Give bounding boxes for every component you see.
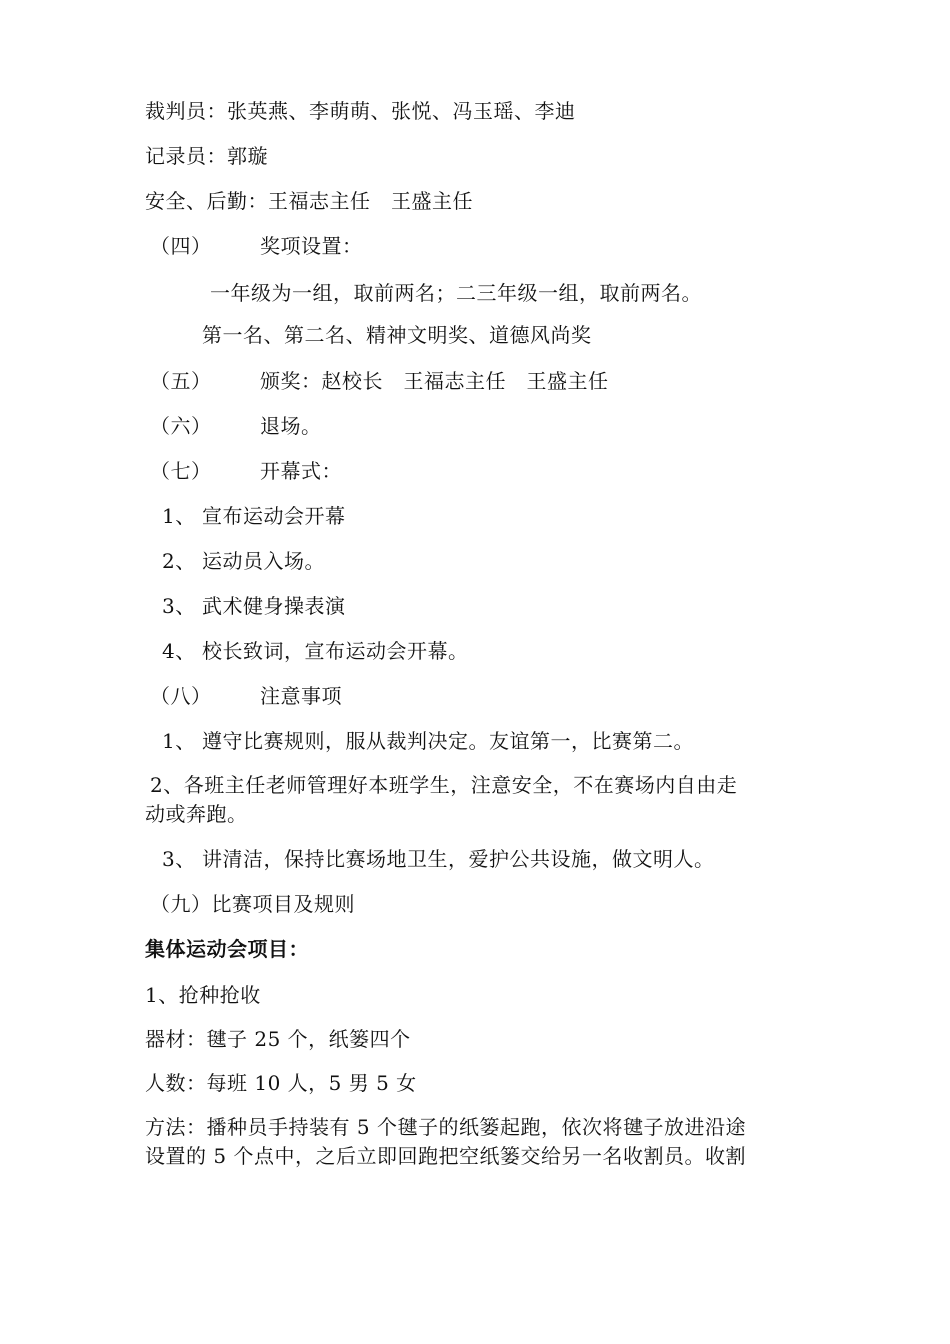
section-6-heading	[150, 415, 322, 437]
list-item: 2、 运动员入场。	[162, 549, 325, 573]
collective-heading: 集体运动会项目：	[145, 937, 309, 961]
section-8-heading	[150, 685, 342, 707]
section-title: 开幕式：	[260, 459, 342, 483]
section-4-heading	[150, 235, 363, 257]
notes-2-line-2: 动或奔跑。	[145, 802, 248, 826]
section-title: 注意事项	[260, 684, 342, 708]
notes-2-line-1: 2、各班主任老师管理好本班学生，注意安全，不在赛场内自由走	[150, 773, 738, 797]
list-item: 4、 校长致词，宣布运动会开幕。	[162, 639, 469, 663]
awards-list-line: 第一名、第二名、精神文明奖、道德风尚奖	[202, 323, 592, 347]
section-5-heading	[150, 370, 609, 392]
list-item: 1、 遵守比赛规则，服从裁判决定。友谊第一，比赛第二。	[162, 729, 694, 753]
section-9-heading: （九）比赛项目及规则	[150, 892, 355, 916]
awards-group-line: 一年级为一组，取前两名；二三年级一组，取前两名。	[210, 281, 702, 305]
recorder-line: 记录员：郭璇	[145, 144, 268, 168]
item-1-title: 1、抢种抢收	[145, 983, 261, 1007]
section-number: （八）	[150, 684, 212, 708]
safety-line: 安全、后勤：王福志主任 王盛主任	[145, 189, 473, 213]
section-number: （六）	[150, 414, 212, 438]
section-number: （七）	[150, 459, 212, 483]
method-line-2: 设置的 5 个点中，之后立即回跑把空纸篓交给另一名收割员。收割	[145, 1144, 746, 1168]
section-title: 颁奖：赵校长 王福志主任 王盛主任	[260, 369, 609, 393]
section-title: 退场。	[260, 414, 322, 438]
method-line-1: 方法：播种员手持装有 5 个毽子的纸篓起跑，依次将毽子放进沿途	[145, 1115, 746, 1139]
section-7-heading	[150, 460, 342, 482]
list-item: 1、 宣布运动会开幕	[162, 504, 346, 528]
people-line: 人数：每班 10 人，5 男 5 女	[145, 1071, 417, 1095]
list-item: 3、 武术健身操表演	[162, 594, 346, 618]
referees-line: 裁判员：张英燕、李萌萌、张悦、冯玉瑶、李迪	[145, 99, 576, 123]
list-item: 3、 讲清洁，保持比赛场地卫生，爱护公共设施，做文明人。	[162, 847, 715, 871]
section-number: （五）	[150, 369, 212, 393]
section-title: 奖项设置：	[260, 234, 363, 258]
section-number: （四）	[150, 234, 212, 258]
equipment-line: 器材：毽子 25 个，纸篓四个	[145, 1027, 411, 1051]
